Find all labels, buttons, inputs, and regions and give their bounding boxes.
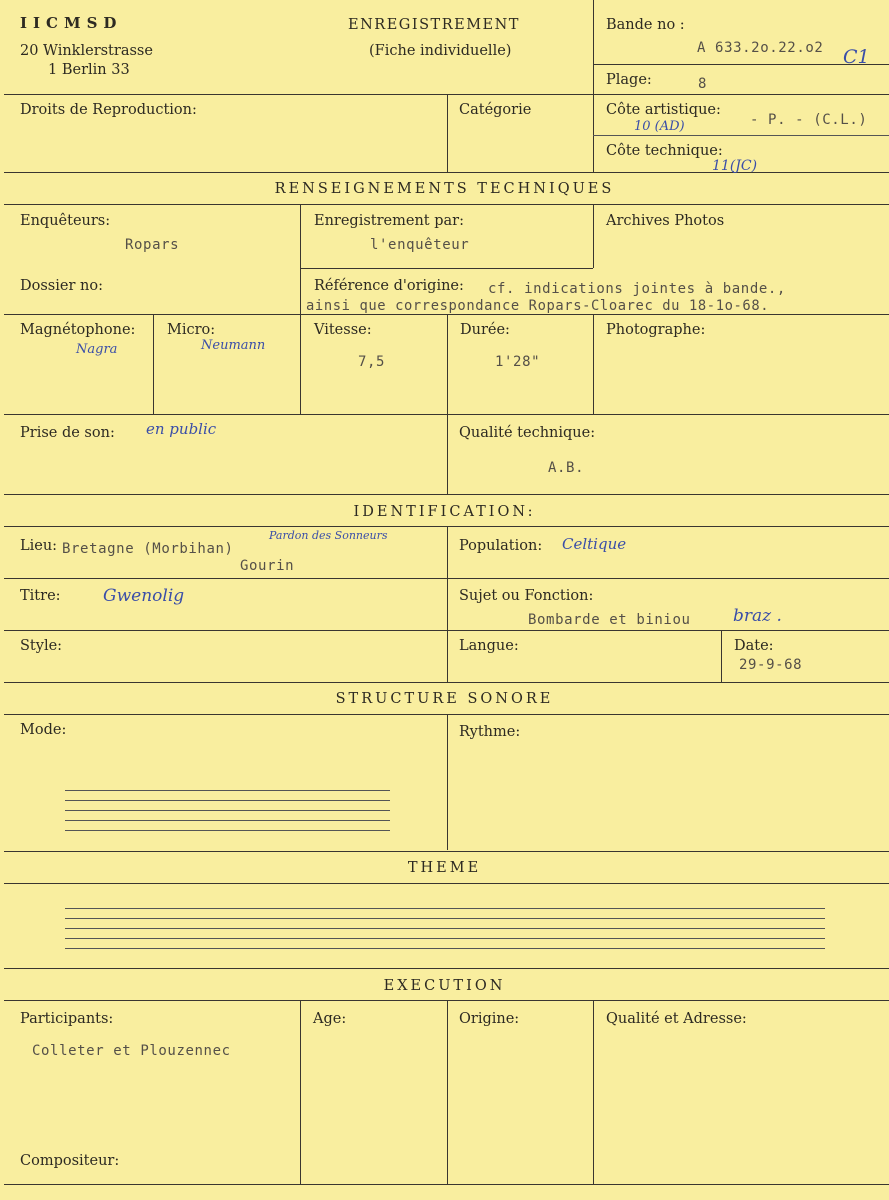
enreg-divider-left — [300, 204, 301, 414]
qualite-divider — [447, 414, 448, 494]
qualite-technique-value: A.B. — [548, 460, 585, 476]
enreg-bottom-rule — [300, 268, 593, 269]
vitesse-label: Vitesse: — [314, 322, 372, 338]
theme-top-rule — [4, 851, 889, 852]
mode-line-1 — [65, 790, 390, 791]
address-line-2: 1 Berlin 33 — [48, 62, 130, 78]
form-title: ENREGISTREMENT — [348, 17, 520, 33]
lieu-value-2: Gourin — [240, 558, 295, 574]
lieu-label: Lieu: — [20, 538, 58, 554]
duree-divider — [447, 314, 448, 414]
photographe-divider — [593, 314, 594, 414]
bande-label: Bande no : — [606, 17, 685, 33]
bande-value: A 633.2o.22.o2 — [697, 40, 824, 56]
cote-artistique-label: Côte artistique: — [606, 102, 721, 118]
photographe-label: Photographe: — [606, 322, 706, 338]
prise-de-son-handwritten: en public — [146, 420, 217, 438]
theme-line-3 — [65, 928, 825, 929]
reference-label: Référence d'origine: — [314, 278, 464, 294]
style-rule — [4, 630, 889, 631]
plage-value: 8 — [698, 76, 708, 92]
institute-logo: IICMSD — [20, 14, 123, 32]
lieu-handwritten: Pardon des Sonneurs — [269, 529, 388, 542]
form-subtitle: (Fiche individuelle) — [369, 43, 512, 59]
structure-heading: STRUCTURE SONORE — [335, 691, 554, 707]
duree-label: Durée: — [460, 322, 510, 338]
address-line-1: 20 Winklerstrasse — [20, 43, 153, 59]
theme-heading-rule — [4, 883, 889, 884]
cote-artistique-handwritten: 10 (AD) — [634, 119, 685, 134]
reference-value-2: ainsi que correspondance Ropars-Cloarec du 18-1o-68. — [306, 298, 770, 314]
style-label: Style: — [20, 638, 63, 654]
plage-label: Plage: — [606, 72, 652, 88]
vitesse-value: 7,5 — [358, 354, 386, 370]
enregistrement-label: Enregistrement par: — [314, 213, 464, 229]
population-handwritten: Celtique — [562, 535, 627, 553]
identification-heading: IDENTIFICATION: — [353, 504, 536, 520]
origine-divider — [447, 1000, 448, 1184]
bande-handwritten: C1 — [843, 46, 870, 68]
cote-technique-handwritten: 11(JC) — [712, 158, 758, 174]
qualite-technique-label: Qualité technique: — [459, 425, 596, 441]
enregistrement-value: l'enquêteur — [370, 237, 470, 253]
qualite-adresse-divider — [593, 1000, 594, 1184]
micro-handwritten: Neumann — [201, 338, 266, 353]
magnetophone-handwritten: Nagra — [76, 342, 118, 357]
lieu-value-1: Bretagne (Morbihan) — [62, 541, 234, 557]
theme-line-1 — [65, 908, 825, 909]
cote-divider — [593, 135, 889, 136]
compositeur-label: Compositeur: — [20, 1153, 120, 1169]
date-divider — [721, 630, 722, 682]
rythme-label: Rythme: — [459, 724, 521, 740]
langue-label: Langue: — [459, 638, 519, 654]
titre-handwritten: Gwenolig — [103, 586, 185, 606]
archives-divider — [593, 204, 594, 268]
date-label: Date: — [734, 638, 774, 654]
mode-label: Mode: — [20, 722, 67, 738]
dossier-label: Dossier no: — [20, 278, 103, 294]
categorie-label: Catégorie — [459, 102, 532, 118]
micro-label: Micro: — [167, 322, 216, 338]
mode-line-5 — [65, 830, 390, 831]
prise-de-son-label: Prise de son: — [20, 425, 115, 441]
cote-artistique-value: - P. - (C.L.) — [750, 112, 868, 128]
participants-value: Colleter et Plouzennec — [32, 1043, 231, 1059]
mode-line-2 — [65, 800, 390, 801]
droits-label: Droits de Reproduction: — [20, 102, 197, 118]
titre-label: Titre: — [20, 588, 61, 604]
origine-label: Origine: — [459, 1011, 520, 1027]
identification-divider — [447, 526, 448, 682]
theme-line-5 — [65, 948, 825, 949]
header-divider-right — [593, 0, 594, 172]
cote-technique-label: Côte technique: — [606, 143, 723, 159]
micro-divider — [153, 314, 154, 414]
execution-heading: EXECUTION — [383, 978, 506, 994]
mode-line-3 — [65, 810, 390, 811]
titre-rule — [4, 578, 889, 579]
execution-top-rule — [4, 968, 889, 969]
age-divider — [300, 1000, 301, 1184]
participants-label: Participants: — [20, 1011, 114, 1027]
categorie-divider — [447, 94, 448, 172]
theme-line-2 — [65, 918, 825, 919]
age-label: Age: — [313, 1011, 347, 1027]
structure-top-rule — [4, 682, 889, 683]
identification-top-rule — [4, 494, 889, 495]
duree-value: 1'28" — [495, 354, 541, 370]
enqueteurs-value: Ropars — [125, 237, 180, 253]
rythme-divider — [447, 714, 448, 850]
enqueteurs-label: Enquêteurs: — [20, 213, 111, 229]
mode-line-4 — [65, 820, 390, 821]
sujet-label: Sujet ou Fonction: — [459, 588, 594, 604]
technique-heading: RENSEIGNEMENTS TECHNIQUES — [274, 181, 615, 197]
theme-line-4 — [65, 938, 825, 939]
execution-bottom-rule — [4, 1184, 889, 1185]
qualite-adresse-label: Qualité et Adresse: — [606, 1011, 747, 1027]
sujet-handwritten: braz . — [733, 606, 782, 626]
archives-photos-label: Archives Photos — [606, 213, 725, 229]
technique-heading-rule — [4, 204, 889, 205]
population-label: Population: — [459, 538, 543, 554]
theme-heading: THEME — [407, 860, 482, 876]
date-value: 29-9-68 — [739, 657, 803, 673]
sujet-value: Bombarde et biniou — [528, 612, 691, 628]
magnetophone-label: Magnétophone: — [20, 322, 136, 338]
reference-value-1: cf. indications jointes à bande., — [488, 281, 786, 297]
